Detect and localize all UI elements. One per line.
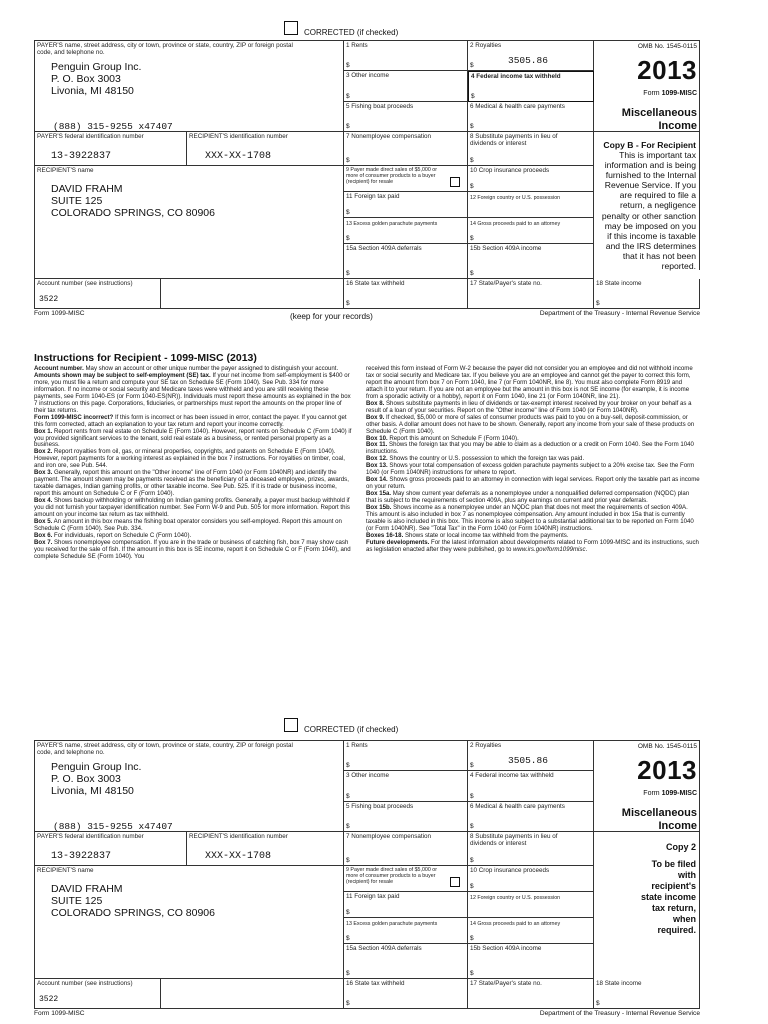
payer-address: P. O. Box 3003 (51, 73, 121, 85)
dollar-sign: $ (470, 157, 474, 164)
footer-dept: Department of the Treasury - Internal Revenue Service (539, 1010, 700, 1017)
box14-attorney[interactable] (468, 218, 594, 244)
box5-fishing[interactable] (344, 802, 468, 832)
payer-info-cell (34, 41, 344, 132)
copy-b-line: This is important tax (619, 150, 696, 160)
account-number: 3522 (39, 295, 59, 304)
box16-state-tax[interactable] (344, 979, 468, 1009)
instruction-paragraph (366, 463, 700, 477)
instruction-text: Shows gross proceeds paid to an attorney in connection with legal services. Report only the taxable part as income on your return. (366, 476, 700, 491)
box9-label: 9 Payer made direct sales of $5,000 or more of consumer products to a buyer (recipient) for resale (346, 867, 437, 886)
box1-rents[interactable] (344, 41, 468, 71)
form-id-block (594, 41, 700, 132)
instruction-paragraph (34, 449, 352, 470)
payer-info-label: PAYER'S name, street address, city or town, province or state, country, ZIP or foreign postal code, and telephone no. (37, 42, 293, 57)
box12-foreign-country[interactable] (468, 892, 594, 918)
box12-label: 12 Foreign country or U.S. possession (470, 195, 561, 201)
box15a-label: 15a Section 409A deferrals (346, 945, 422, 952)
instruction-paragraph (34, 470, 352, 498)
form-prefix: Form (643, 90, 660, 97)
recipient-info-cell (34, 166, 344, 279)
instruction-text: Shows backup withholding or withholding on Indian gaming profits. Generally, a payer must backup withhold if you did not furnish your taxpayer identification number. See Form W-9 and Pub. 505 for more information. Report this amount on your income tax return as tax withheld. (34, 497, 350, 519)
instruction-paragraph (34, 540, 352, 561)
box12-foreign-country[interactable] (468, 192, 594, 218)
instruction-paragraph (366, 505, 700, 533)
payer-name: Penguin Group Inc. (51, 61, 142, 73)
instruction-heading: Box 13. (366, 462, 388, 470)
payer-fed-id-cell[interactable] (34, 132, 187, 166)
instruction-text: Report rents from real estate on Schedule E (Form 1040). However, report rents on Schedule C (Form 1040) if you provided significant services to the tenant, sold real estate as a business, or rented personal property as a business. (34, 427, 352, 449)
copy-b-line: furnished to the Internal (605, 170, 696, 181)
account-spacer (161, 279, 344, 309)
dollar-sign: $ (470, 857, 474, 864)
box4-label: 4 Federal income tax withheld (471, 73, 561, 80)
copy-2-line: To be filed (651, 859, 696, 869)
box4-fed-tax[interactable] (468, 71, 594, 102)
dollar-sign: $ (470, 270, 474, 277)
instructions-right-column (366, 366, 700, 554)
dollar-sign: $ (346, 762, 350, 769)
copy-2-lines (641, 859, 696, 936)
copy-b-line: reported. (661, 261, 696, 272)
payer-city: Livonia, MI 48150 (51, 785, 134, 797)
box18-state-income[interactable] (594, 279, 700, 309)
box13-golden[interactable] (344, 918, 468, 944)
account-cell[interactable] (34, 279, 161, 309)
omb-number: OMB No. 1545-0115 (637, 43, 697, 50)
recipient-name-label: RECIPIENT'S name (37, 867, 94, 874)
instruction-text: Shows nonemployee compensation. If you are in the trade or business of catching fish, box 7 may show cash you received for the sale of fish. If the amount in this box is SE income, report it on Schedule C or F (Form 1040), and complete Schedule SE (Form 1040). You (34, 538, 351, 560)
account-label: Account number (see instructions) (37, 980, 133, 987)
footer-form-label: Form 1099-MISC (34, 310, 85, 317)
box13-golden[interactable] (344, 218, 468, 244)
box6-medical[interactable] (468, 802, 594, 832)
box7-nonemployee[interactable] (344, 132, 468, 166)
dollar-sign: $ (470, 62, 474, 69)
instruction-paragraph (34, 429, 352, 450)
payer-address: P. O. Box 3003 (51, 773, 121, 785)
instruction-paragraph (366, 491, 700, 505)
recipient-address: SUITE 125 (51, 895, 103, 907)
box17-label: 17 State/Payer's state no. (470, 280, 542, 287)
instruction-text: received this form instead of Form W-2 because the payer did not consider you an employee and did not withhold income tax or social security and Medicare tax. If you believe you are an employee and cannot get the payer to correct this form, report the amount from box 7 on Form 1040, line 7 (or Form 1040NR, line 8). You must also complete Form 8919 and attach it to your return. If you are not an employee but the amount in this box is not SE income (for example, it is income from a sporadic activity or a hobby), report it on Form 1040, line 21 (or Form 1040NR, line 21). (366, 365, 693, 400)
dollar-sign: $ (470, 883, 474, 890)
dollar-sign: $ (346, 93, 350, 100)
instruction-heading: Boxes 16-18. (366, 531, 404, 539)
box18-state-income[interactable] (594, 979, 700, 1009)
recipient-id-label: RECIPIENT'S identification number (189, 133, 288, 140)
dollar-sign: $ (346, 62, 350, 69)
form-number: 1099-MISC (661, 790, 697, 797)
instruction-heading: Box 9. (366, 413, 385, 421)
royalties-value: 3505.86 (508, 55, 548, 66)
payer-name: Penguin Group Inc. (51, 761, 142, 773)
instruction-heading: Box 3. (34, 469, 53, 477)
misc-title-1: Miscellaneous (621, 107, 697, 119)
recipient-id-cell[interactable] (187, 132, 344, 166)
recipient-id: XXX-XX-1708 (205, 851, 272, 862)
recipient-id: XXX-XX-1708 (205, 151, 272, 162)
box13-label: 13 Excess golden parachute payments (346, 921, 438, 927)
tax-year: 2013 (637, 55, 697, 85)
misc-title-2: Income (658, 120, 697, 132)
irs-link[interactable]: www.irs.gov/form1099misc (513, 545, 586, 553)
payer-phone: (888) 315-9255 x47407 (53, 821, 173, 832)
instruction-heading: Box 7. (34, 538, 53, 546)
instruction-heading: Box 2. (34, 448, 53, 456)
instruction-text: Shows the country or U.S. possession to which the foreign tax was paid. (387, 455, 585, 463)
instruction-text: Shows income as a nonemployee under an NQDC plan that does not meet the requirements of section 409A. This amount is also included in box 7 as nonemployee compensation. Any amount included in box 15a that is currently taxable is also included in this box. This income is also subject to a substantial additional tax to be reported on Form 1040 (or Form 1040NR). See "Total Tax" in the Form 1040 (or Form 1040NR) instructions. (366, 504, 694, 532)
instruction-heading: Amounts shown may be subject to self-employment (SE) tax. (34, 371, 211, 379)
dollar-sign: $ (470, 183, 474, 190)
dollar-sign: $ (470, 793, 474, 800)
instruction-paragraph (34, 519, 352, 533)
box15a-deferrals[interactable] (344, 944, 468, 979)
box2-label: 2 Royalties (470, 42, 502, 49)
instruction-heading: Box 15b. (366, 504, 392, 512)
box14-label: 14 Gross proceeds paid to an attorney (470, 221, 561, 227)
box7-nonemployee[interactable] (344, 832, 468, 866)
box11-foreign-tax[interactable] (344, 892, 468, 918)
copy-2-line: with (678, 870, 696, 880)
instruction-paragraph (366, 415, 700, 436)
instruction-paragraph (34, 498, 352, 519)
copy-2-line: recipient's (651, 881, 696, 891)
instruction-heading: Box 15a. (366, 490, 392, 498)
instruction-heading: Future developments. (366, 538, 430, 546)
box1-label: 1 Rents (346, 742, 368, 749)
instruction-text: An amount in this box means the fishing boat operator considers you self-employed. Report this amount on Schedule C (Form 1040). See Pub. 334. (34, 517, 342, 532)
omb-number: OMB No. 1545-0115 (637, 743, 697, 750)
instruction-text-end: . (585, 545, 588, 553)
payer-fed-id-label: PAYER'S federal identification number (37, 833, 144, 840)
instruction-paragraph (34, 373, 352, 415)
instruction-heading: Box 12. (366, 455, 388, 463)
royalties-value: 3505.86 (508, 755, 548, 766)
box18-label: 18 State income (596, 980, 642, 987)
recipient-id-label: RECIPIENT'S identification number (189, 833, 288, 840)
copy-b-line: Revenue Service. If you (604, 180, 696, 191)
payer-fed-id: 13-3922837 (51, 851, 112, 862)
box3-label: 3 Other income (346, 72, 390, 79)
instruction-text: Report royalties from oil, gas, or mineral properties, copyrights, and patents on Schedule E (Form 1040). However, report payments for a working interest as explained in the box 7 instructions. For royalties on timber, coal, and iron ore, see Pub. 544. (34, 448, 345, 470)
box4-fed-tax[interactable] (468, 771, 594, 802)
copy-b-line: may be imposed on you (604, 220, 696, 231)
payer-info-cell (34, 741, 344, 832)
box2-label: 2 Royalties (470, 742, 502, 749)
account-spacer (161, 979, 344, 1009)
box10-crop[interactable] (468, 166, 594, 192)
box14-attorney[interactable] (468, 918, 594, 944)
dollar-sign: $ (346, 123, 350, 130)
payer-phone: (888) 315-9255 x47407 (53, 121, 173, 132)
account-cell[interactable] (34, 979, 161, 1009)
box9-direct-sales[interactable] (344, 866, 468, 892)
box8-label: 8 Substitute payments in lieu of dividends or interest (470, 133, 558, 148)
box8-substitute[interactable] (468, 132, 594, 166)
box16-state-tax[interactable] (344, 279, 468, 309)
corrected-label: CORRECTED (if checked) (304, 28, 399, 37)
box10-crop[interactable] (468, 866, 594, 892)
footer-dept: Department of the Treasury - Internal Revenue Service (539, 310, 700, 317)
instructions-title: Instructions for Recipient - 1099-MISC (2013) (34, 352, 257, 364)
dollar-sign: $ (596, 1000, 600, 1007)
instruction-text: Shows substitute payments in lieu of dividends or tax-exempt interest received by your broker on your behalf as a result of a loan of your securities. Report on the "Other income" line of Form 1040 (or Form 1040NR). (366, 399, 692, 414)
box18-label: 18 State income (596, 280, 642, 287)
instruction-heading: Account number. (34, 365, 84, 372)
instruction-paragraph (366, 477, 700, 491)
instruction-heading: Box 5. (34, 517, 53, 525)
dollar-sign: $ (470, 823, 474, 830)
copy-b-line: are required to file a (619, 190, 696, 201)
copy-b-line: if this income is taxable (607, 230, 696, 241)
box1-label: 1 Rents (346, 42, 368, 49)
instruction-text: Generally, report this amount on the "Other income" line of Form 1040 (or Form 1040NR) and identify the payment. The amount shown may be payments received as the beneficiary of a deceased employee, prizes, awards, taxable damages, Indian gaming profits, or other taxable income. See Pub. 525. If it is trade or business income, report this amount on Schedule C or F (Form 1040). (34, 469, 349, 498)
account-label: Account number (see instructions) (37, 280, 133, 287)
recipient-name: DAVID FRAHM (51, 183, 123, 195)
instruction-text: If your net income from self-employment is $400 or more, you must file a return and compute your SE tax on Schedule SE (Form 1040). See Pub. 334 for more information. If no income or social security and Medicare taxes were withheld and you are still receiving these payments, see Form 1040-ES (or Form 1040-ES(NR)). Individuals must report these amounts as explained in the box 7 instructions on this page. Corporations, fiduciaries, or partnerships must report the amounts on the proper line of their tax returns. (34, 371, 351, 414)
corrected-checkbox-2[interactable] (284, 718, 298, 732)
instruction-text: Shows the foreign tax that you may be able to claim as a deduction or a credit on Form 1040. See the Form 1040 instructions. (366, 441, 694, 456)
dollar-sign: $ (346, 300, 350, 307)
copy-2-notice (594, 832, 700, 979)
box15b-income[interactable] (468, 944, 594, 979)
box3-label: 3 Other income (346, 772, 390, 779)
box8-substitute[interactable] (468, 832, 594, 866)
dollar-sign: $ (346, 209, 350, 216)
box11-label: 11 Foreign tax paid (346, 193, 400, 200)
instructions-left-column (34, 366, 352, 561)
box9-checkbox[interactable] (450, 877, 460, 887)
payer-info-label: PAYER'S name, street address, city or town, province or state, country, ZIP or foreign postal code, and telephone no. (37, 742, 293, 757)
payer-fed-id-cell[interactable] (34, 832, 187, 866)
instruction-heading: Box 14. (366, 476, 388, 484)
box15b-income[interactable] (468, 244, 594, 279)
box9-label: 9 Payer made direct sales of $5,000 or more of consumer products to a buyer (recipient) for resale (346, 167, 437, 186)
payer-fed-id: 13-3922837 (51, 151, 112, 162)
recipient-city: COLORADO SPRINGS, CO 80906 (51, 907, 215, 919)
box15a-label: 15a Section 409A deferrals (346, 245, 422, 252)
dollar-sign: $ (346, 157, 350, 164)
copy-b-line: that it has not been (622, 250, 696, 261)
box16-label: 16 State tax withheld (346, 980, 405, 987)
corrected-checkbox[interactable] (284, 21, 298, 35)
box1-rents[interactable] (344, 741, 468, 771)
box11-label: 11 Foreign tax paid (346, 893, 400, 900)
copy-b-lines (602, 150, 696, 271)
form-name (643, 90, 697, 97)
instruction-heading: Box 11. (366, 441, 388, 449)
box13-label: 13 Excess golden parachute payments (346, 221, 438, 227)
box9-direct-sales[interactable] (344, 166, 468, 192)
dollar-sign: $ (346, 909, 350, 916)
instruction-text: Shows your total compensation of excess golden parachute payments subject to a 20% excise tax. See the Form 1040 (or Form 1040NR) instructions for where to report. (366, 462, 695, 477)
box5-label: 5 Fishing boat proceeds (346, 803, 414, 810)
copy-2-line: required. (657, 925, 696, 935)
copy-b-line: penalty or other sanction (601, 210, 696, 221)
instruction-heading: Box 10. (366, 434, 388, 442)
box16-label: 16 State tax withheld (346, 280, 405, 287)
recipient-address: SUITE 125 (51, 195, 103, 207)
dollar-sign: $ (346, 823, 350, 830)
copy-b-line: information and is being (604, 160, 696, 171)
tax-year: 2013 (637, 755, 697, 785)
box17-label: 17 State/Payer's state no. (470, 980, 542, 987)
instruction-heading: Box 4. (34, 497, 53, 505)
instruction-text: May show current year deferrals as a nonemployee under a nonqualified deferred compensation (NQDC) plan that is subject to the requirements of section 409A, plus any earnings on current and prior year deferrals. (366, 490, 690, 505)
box11-foreign-tax[interactable] (344, 192, 468, 218)
instruction-text: If checked, $5,000 or more of sales of consumer products was paid to you on a buy-sell, deposit-commission, or other basis. A dollar amount does not have to be shown. Generally, report any income from your sale of these products on Schedule C (Form 1040). (366, 413, 695, 435)
box12-label: 12 Foreign country or U.S. possession (470, 895, 561, 901)
dollar-sign: $ (471, 93, 475, 100)
box15a-deferrals[interactable] (344, 244, 468, 279)
form-grid-2 (34, 740, 700, 1008)
instruction-heading: Box 1. (34, 427, 53, 435)
box10-label: 10 Crop insurance proceeds (470, 167, 550, 174)
instruction-paragraph (366, 366, 700, 401)
box3-other-income[interactable] (344, 771, 468, 802)
box5-fishing[interactable] (344, 102, 468, 132)
footer-form-label: Form 1099-MISC (34, 1010, 85, 1017)
copy-2-line: tax return, (651, 903, 696, 913)
recipient-name-label: RECIPIENT'S name (37, 167, 94, 174)
box7-label: 7 Nonemployee compensation (346, 133, 432, 140)
box2-royalties[interactable] (468, 741, 594, 771)
box8-label: 8 Substitute payments in lieu of dividends or interest (470, 833, 558, 848)
footer-keep-records: (keep for your records) (290, 312, 373, 321)
box6-label: 6 Medical & health care payments (470, 803, 565, 810)
instruction-paragraph (34, 415, 352, 429)
dollar-sign: $ (346, 970, 350, 977)
box6-medical[interactable] (468, 102, 594, 132)
misc-title-1: Miscellaneous (621, 807, 697, 819)
form-name (643, 790, 697, 797)
box7-label: 7 Nonemployee compensation (346, 833, 432, 840)
misc-title-2: Income (658, 820, 697, 832)
instruction-heading: Box 8. (366, 399, 385, 407)
instruction-text: For individuals, report on Schedule C (Form 1040). (52, 531, 192, 539)
instruction-text: For the latest information about developments related to Form 1099-MISC and its instructions, such as legislation enacted after they were published, go to (366, 538, 699, 553)
instruction-paragraph (366, 442, 700, 456)
copy-b-title: Copy B - For Recipient (603, 140, 696, 150)
box14-label: 14 Gross proceeds paid to an attorney (470, 921, 561, 927)
copy-b-line: and the IRS determines (605, 240, 696, 251)
box6-label: 6 Medical & health care payments (470, 103, 565, 110)
recipient-name: DAVID FRAHM (51, 883, 123, 895)
recipient-info-cell (34, 866, 344, 979)
instruction-text: If this form is incorrect or has been issued in error, contact the payer. If you cannot get this form corrected, attach an explanation to your tax return and report your income correctly. (34, 413, 347, 428)
box15b-label: 15b Section 409A income (470, 945, 542, 952)
dollar-sign: $ (470, 970, 474, 977)
payer-fed-id-label: PAYER'S federal identification number (37, 133, 144, 140)
dollar-sign: $ (470, 235, 474, 242)
form-id-block (594, 741, 700, 832)
dollar-sign: $ (346, 270, 350, 277)
dollar-sign: $ (346, 935, 350, 942)
copy-b-line: return, a negligence (620, 200, 696, 211)
payer-city: Livonia, MI 48150 (51, 85, 134, 97)
instruction-paragraph (366, 540, 700, 554)
dollar-sign: $ (346, 857, 350, 864)
box9-checkbox[interactable] (450, 177, 460, 187)
form-grid (34, 40, 700, 308)
dollar-sign: $ (346, 793, 350, 800)
box2-royalties[interactable] (468, 41, 594, 71)
instruction-text: May show an account or other unique number the payer assigned to distinguish your account. (83, 365, 339, 372)
dollar-sign: $ (346, 1000, 350, 1007)
corrected-label-2: CORRECTED (if checked) (304, 725, 399, 734)
instruction-paragraph (366, 401, 700, 415)
copy-b-notice (594, 132, 700, 270)
box10-label: 10 Crop insurance proceeds (470, 867, 550, 874)
instruction-heading: Form 1099-MISC incorrect? (34, 413, 114, 421)
copy-2-line: when (672, 914, 696, 924)
dollar-sign: $ (470, 123, 474, 130)
box5-label: 5 Fishing boat proceeds (346, 103, 414, 110)
form-number: 1099-MISC (661, 90, 697, 97)
instruction-text: Shows state or local income tax withheld from the payments. (403, 531, 569, 539)
dollar-sign: $ (470, 935, 474, 942)
dollar-sign: $ (596, 300, 600, 307)
form-prefix: Form (643, 790, 660, 797)
box15b-label: 15b Section 409A income (470, 245, 542, 252)
dollar-sign: $ (346, 235, 350, 242)
box4-label: 4 Federal income tax withheld (470, 772, 554, 779)
copy-2-line: state income (640, 892, 696, 902)
dollar-sign: $ (470, 762, 474, 769)
account-number: 3522 (39, 995, 59, 1004)
copy-2-title: Copy 2 (665, 842, 696, 852)
recipient-city: COLORADO SPRINGS, CO 80906 (51, 207, 215, 219)
instruction-text: Report this amount on Schedule F (Form 1040). (387, 434, 519, 442)
box17-state-payer[interactable] (468, 979, 594, 1009)
recipient-id-cell[interactable] (187, 832, 344, 866)
instruction-heading: Box 6. (34, 531, 53, 539)
box17-state-payer[interactable] (468, 279, 594, 309)
box3-other-income[interactable] (344, 71, 468, 102)
